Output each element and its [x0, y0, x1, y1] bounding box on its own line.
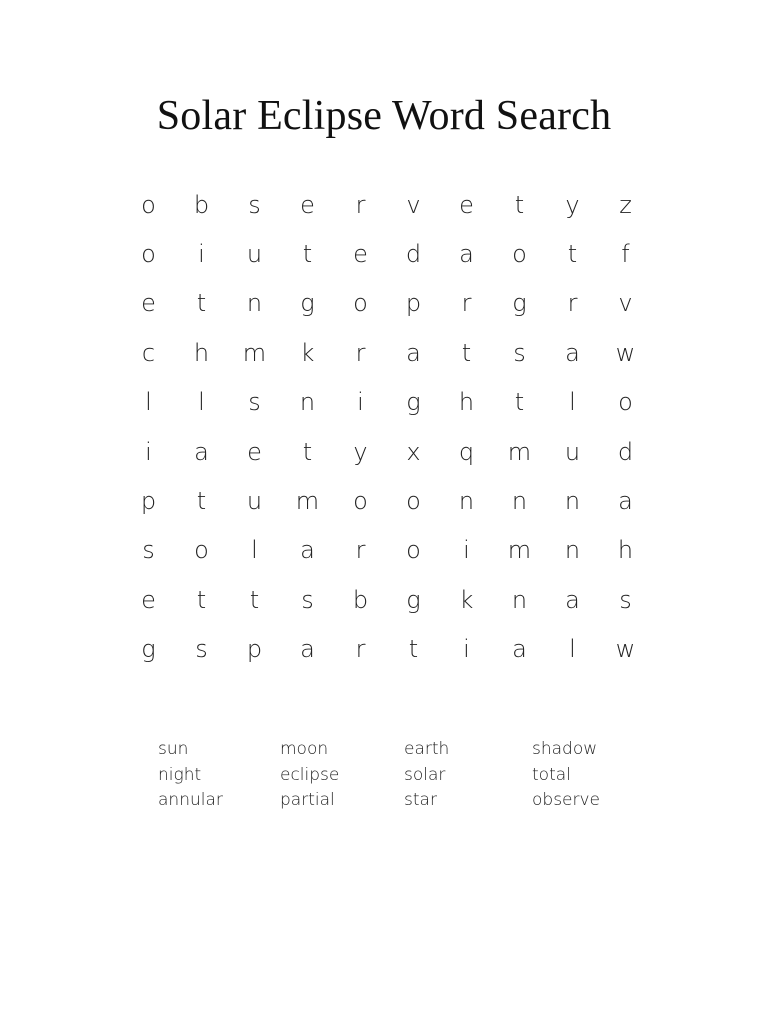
grid-letter: t — [196, 585, 207, 614]
grid-letter: n — [564, 536, 581, 565]
grid-letter: y — [565, 190, 580, 219]
word-list-item: eclipse — [280, 764, 340, 785]
grid-letter: o — [194, 536, 209, 565]
grid-letter: a — [618, 487, 633, 516]
grid-letter: h — [193, 338, 210, 367]
grid-letter: t — [408, 635, 419, 664]
word-list-item: partial — [280, 790, 335, 810]
grid-letter: p — [246, 635, 263, 664]
grid-letter: a — [565, 585, 580, 614]
grid-letter: l — [198, 388, 205, 417]
grid-letter: b — [352, 585, 369, 614]
word-list-item: annular — [158, 790, 223, 810]
grid-letter: v — [406, 190, 421, 219]
grid-letter: h — [617, 536, 634, 565]
grid-letter: s — [195, 635, 208, 664]
grid-letter: e — [459, 190, 474, 219]
grid-letter: e — [353, 240, 368, 269]
grid-letter: n — [511, 487, 528, 516]
word-list-item: star — [404, 790, 437, 810]
grid-letter: n — [564, 487, 581, 516]
grid-letter: u — [246, 240, 263, 269]
grid-letter: s — [248, 190, 261, 219]
grid-letter: m — [507, 437, 532, 466]
word-list-item: observe — [532, 790, 601, 810]
word-list-item: earth — [404, 739, 450, 759]
grid-letter: d — [405, 240, 422, 269]
grid-letter: o — [406, 487, 421, 516]
grid-letter: t — [249, 585, 260, 614]
grid-letter: e — [141, 585, 156, 614]
grid-letter: e — [247, 437, 262, 466]
grid-letter: v — [618, 289, 633, 318]
grid-letter: l — [145, 388, 152, 417]
grid-letter: t — [514, 388, 525, 417]
grid-letter: p — [140, 487, 157, 516]
grid-letter: n — [299, 388, 316, 417]
grid-letter: g — [300, 289, 315, 318]
grid-letter: s — [619, 585, 632, 614]
grid-letter: a — [459, 240, 474, 269]
word-list-item: sun — [158, 739, 189, 759]
grid-letter: o — [618, 388, 633, 417]
grid-letter: a — [406, 338, 421, 367]
grid-letter: n — [246, 289, 263, 318]
grid-letter: a — [565, 338, 580, 367]
grid-letter: i — [463, 635, 470, 664]
grid-letter: r — [355, 338, 366, 367]
grid-letter: i — [463, 536, 470, 565]
letter-grid — [122, 180, 652, 674]
grid-letter: o — [141, 240, 156, 269]
grid-letter: l — [569, 635, 576, 664]
grid-letter: z — [619, 190, 632, 219]
grid-letter: i — [357, 388, 364, 417]
grid-letter: t — [302, 437, 313, 466]
page-title: Solar Eclipse Word Search — [156, 93, 612, 139]
grid-letter: a — [300, 536, 315, 565]
grid-letter: i — [198, 240, 205, 269]
word-list-item: moon — [280, 739, 329, 759]
grid-letter: n — [458, 487, 475, 516]
grid-letter: t — [196, 487, 207, 516]
grid-letter: m — [242, 338, 267, 367]
grid-letter: q — [458, 437, 475, 466]
grid-letter: d — [617, 437, 634, 466]
grid-letter: n — [511, 585, 528, 614]
grid-letter: l — [251, 536, 258, 565]
grid-letter: b — [193, 190, 210, 219]
grid-letter: x — [406, 437, 421, 466]
grid-letter: e — [141, 289, 156, 318]
grid-letter: t — [302, 240, 313, 269]
grid-letter: p — [405, 289, 422, 318]
grid-letter: l — [569, 388, 576, 417]
grid-letter: o — [353, 289, 368, 318]
grid-letter: r — [355, 190, 366, 219]
grid-letter: s — [301, 585, 314, 614]
grid-letter: a — [300, 635, 315, 664]
word-list-item: night — [158, 764, 202, 785]
word-list — [158, 737, 628, 814]
grid-letter: o — [141, 190, 156, 219]
grid-letter: m — [295, 487, 320, 516]
grid-letter: t — [514, 190, 525, 219]
grid-letter: w — [615, 635, 636, 664]
grid-letter: w — [615, 338, 636, 367]
grid-letter: o — [406, 536, 421, 565]
grid-letter: c — [141, 338, 156, 367]
grid-letter: o — [353, 487, 368, 516]
grid-letter: r — [567, 289, 578, 318]
grid-letter: g — [141, 635, 156, 664]
grid-letter: a — [194, 437, 209, 466]
grid-letter: s — [248, 388, 261, 417]
grid-letter: g — [406, 585, 421, 614]
grid-letter: g — [512, 289, 527, 318]
grid-letter: i — [145, 437, 152, 466]
grid-letter: u — [564, 437, 581, 466]
grid-letter: s — [142, 536, 155, 565]
grid-letter: g — [406, 388, 421, 417]
grid-letter: s — [513, 338, 526, 367]
grid-letter: a — [512, 635, 527, 664]
grid-letter: m — [507, 536, 532, 565]
grid-letter: r — [461, 289, 472, 318]
grid-letter: f — [621, 240, 630, 269]
word-list-item: total — [532, 764, 571, 785]
word-list-item: shadow — [532, 739, 598, 759]
grid-letter: t — [461, 338, 472, 367]
grid-letter: u — [246, 487, 263, 516]
grid-letter: t — [196, 289, 207, 318]
grid-letter: y — [353, 437, 368, 466]
grid-letter: o — [512, 240, 527, 269]
grid-letter: k — [459, 585, 474, 614]
grid-letter: t — [567, 240, 578, 269]
grid-letter: h — [458, 388, 475, 417]
grid-letter: r — [355, 536, 366, 565]
grid-letter: e — [300, 190, 315, 219]
grid-letter: r — [355, 635, 366, 664]
grid-letter: k — [300, 338, 315, 367]
word-list-item: solar — [404, 764, 446, 785]
